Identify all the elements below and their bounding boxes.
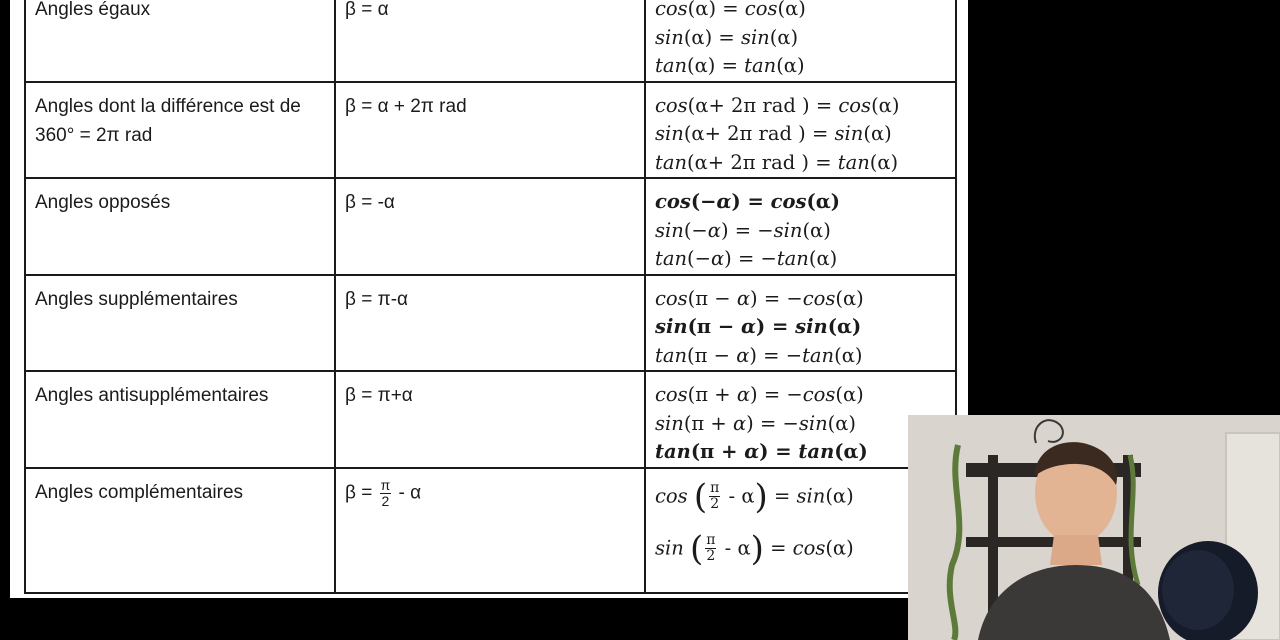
paren: (: [690, 528, 704, 569]
formula-segment: (α): [835, 286, 864, 310]
formula-segment: (π +: [690, 440, 745, 463]
angle-relation: β = α: [335, 0, 645, 82]
formula-segment: (α) =: [687, 0, 745, 20]
formula-segment: ) =: [756, 315, 796, 338]
arg: (α): [825, 484, 854, 507]
formula-line: [655, 476, 945, 517]
formulas-cell: [645, 178, 956, 275]
formula-segment: cos: [770, 190, 807, 213]
formula-segment: (α): [827, 411, 857, 435]
angle-name: Angles complémentaires: [25, 468, 335, 593]
formula-line: [655, 149, 945, 178]
relation-suffix: - α: [393, 482, 422, 504]
formula-segment: sin: [655, 315, 688, 338]
formula-segment: ) = −: [746, 411, 799, 435]
formula-segment: (π +: [683, 411, 733, 435]
paren: (: [693, 476, 708, 517]
formula-segment: (α): [827, 315, 862, 338]
formula-segment: tan: [655, 440, 691, 463]
formula-segment: sin: [834, 122, 864, 145]
fraction: [705, 533, 716, 564]
equals: =: [767, 484, 797, 507]
formula-segment: tan: [837, 150, 870, 174]
formula-line: [655, 120, 945, 149]
formula-segment: sin: [740, 25, 770, 49]
angle-relation: β = -α: [335, 178, 645, 275]
formula-segment: (α): [777, 0, 806, 20]
formula-segment: sin: [655, 411, 684, 435]
angle-relation: [335, 468, 645, 593]
formula-segment: cos: [655, 0, 688, 20]
formula-segment: tan: [655, 150, 688, 174]
formula-segment: (α+ 2π rad ) =: [687, 93, 839, 117]
formula-segment: cos: [655, 286, 688, 310]
formula-segment: (−: [687, 247, 711, 270]
trig-identities-table: [24, 0, 957, 594]
formula-line: [655, 285, 945, 314]
formula-segment: (α+ 2π rad ) =: [687, 150, 838, 174]
formula-line: [655, 381, 945, 410]
formula-segment: ) = −: [720, 218, 774, 242]
fraction-denominator: 2: [710, 496, 720, 512]
formula-mid: - α: [722, 484, 755, 507]
formula-segment: tan: [744, 54, 777, 77]
fn: sin: [655, 536, 684, 559]
formula-segment: α: [736, 286, 751, 310]
formula-segment: α: [732, 411, 747, 435]
table-row: [25, 468, 956, 593]
relation-prefix: β =: [345, 482, 378, 504]
formula-segment: α: [741, 315, 757, 338]
fn: sin: [796, 484, 826, 507]
angle-relation: β = π-α: [335, 275, 645, 372]
formula-segment: cos: [838, 93, 872, 117]
formula-segment: (α+ 2π rad ) =: [683, 122, 835, 145]
table-row: [25, 371, 956, 468]
formula-segment: (α): [834, 343, 863, 367]
paren: ): [750, 528, 764, 569]
formula-mid: - α: [718, 536, 751, 559]
formula-segment: ) = −: [750, 286, 803, 310]
formula-segment: cos: [802, 383, 836, 406]
formula-segment: (α) =: [687, 54, 745, 77]
fraction: [709, 481, 720, 512]
formula-line: [655, 313, 945, 342]
formula-segment: (α) =: [683, 25, 741, 49]
formula-segment: (α): [835, 383, 864, 406]
table-row: [25, 178, 956, 275]
formula-segment: (−: [683, 218, 708, 242]
formula-segment: tan: [798, 440, 835, 463]
formula-segment: (π −: [687, 286, 737, 310]
presenter-video-icon: [908, 415, 1280, 640]
fraction: [380, 478, 392, 509]
formula-segment: sin: [655, 218, 684, 242]
formula-segment: (α): [871, 93, 900, 117]
formulas-cell: [645, 275, 956, 372]
angle-name: Angles égaux: [25, 0, 335, 82]
fraction-denominator: 2: [706, 548, 716, 564]
formula-line: [655, 342, 945, 371]
formula-segment: (α): [834, 440, 868, 463]
formula-segment: (π −: [687, 315, 741, 338]
formula-segment: α: [744, 440, 760, 463]
angle-name: Angles supplémentaires: [25, 275, 335, 372]
formula-segment: tan: [776, 247, 809, 270]
fraction-numerator: π: [380, 476, 391, 493]
formula-segment: ) = −: [724, 247, 777, 270]
fraction-numerator: π: [710, 480, 720, 496]
fn: cos: [655, 484, 688, 507]
formula-segment: cos: [655, 190, 691, 213]
angle-name: Angles opposés: [25, 178, 335, 275]
formula-segment: (α): [869, 150, 899, 174]
formula-segment: tan: [655, 247, 688, 270]
formula-segment: sin: [655, 25, 684, 49]
table-row: [25, 275, 956, 372]
formula-segment: cos: [802, 286, 836, 310]
formula-line: [655, 24, 945, 53]
formula-segment: α: [716, 190, 732, 213]
formula-segment: ) = −: [750, 383, 803, 406]
formula-segment: α: [736, 343, 750, 367]
angle-name: Angles dont la différence est de 360° = 2π rad: [25, 82, 335, 179]
fn: cos: [792, 536, 826, 559]
formula-segment: (α): [769, 25, 799, 49]
angle-relation: β = α + 2π rad: [335, 82, 645, 179]
formula-segment: tan: [655, 54, 688, 77]
formula-segment: (π −: [687, 343, 737, 367]
formula-segment: sin: [795, 315, 828, 338]
formula-line: [655, 92, 945, 121]
formula-segment: α: [710, 247, 725, 270]
formula-segment: α: [707, 218, 721, 242]
formula-segment: cos: [744, 0, 778, 20]
formula-segment: sin: [773, 218, 803, 242]
arg: (α): [825, 536, 854, 559]
formula-segment: sin: [798, 411, 828, 435]
formula-segment: (π +: [687, 383, 737, 406]
formula-line: [655, 438, 945, 467]
formula-segment: (−: [690, 190, 717, 213]
equals: =: [763, 536, 793, 559]
formula-segment: tan: [655, 343, 688, 367]
formula-segment: (α): [806, 190, 840, 213]
formula-segment: sin: [655, 122, 684, 145]
formulas-cell: [645, 0, 956, 82]
formula-line: [655, 245, 945, 274]
formula-line: [655, 188, 945, 217]
formulas-cell: [645, 82, 956, 179]
fraction-numerator: π: [706, 532, 716, 548]
formula-segment: α: [736, 383, 751, 406]
formula-line: [655, 410, 945, 439]
formula-segment: cos: [655, 93, 688, 117]
paren: ): [754, 476, 768, 517]
angle-relation: β = π+α: [335, 371, 645, 468]
webcam-overlay: [908, 415, 1280, 640]
formula-line: [655, 217, 945, 246]
formula-segment: ) = −: [749, 343, 803, 367]
fraction-denominator: 2: [381, 492, 390, 509]
formula-segment: (α): [863, 122, 892, 145]
formula-line: [655, 528, 945, 569]
formula-segment: cos: [655, 383, 688, 406]
formula-line: [655, 0, 945, 24]
table-row: [25, 0, 956, 82]
formula-segment: (α): [776, 54, 805, 77]
formula-line: [655, 52, 945, 81]
formula-segment: tan: [802, 343, 835, 367]
angle-name: Angles antisupplémentaires: [25, 371, 335, 468]
table-row: [25, 82, 956, 179]
formula-segment: (α): [808, 247, 838, 270]
formula-segment: (α): [802, 218, 831, 242]
formula-segment: ) =: [731, 190, 771, 213]
formula-segment: ) =: [759, 440, 799, 463]
